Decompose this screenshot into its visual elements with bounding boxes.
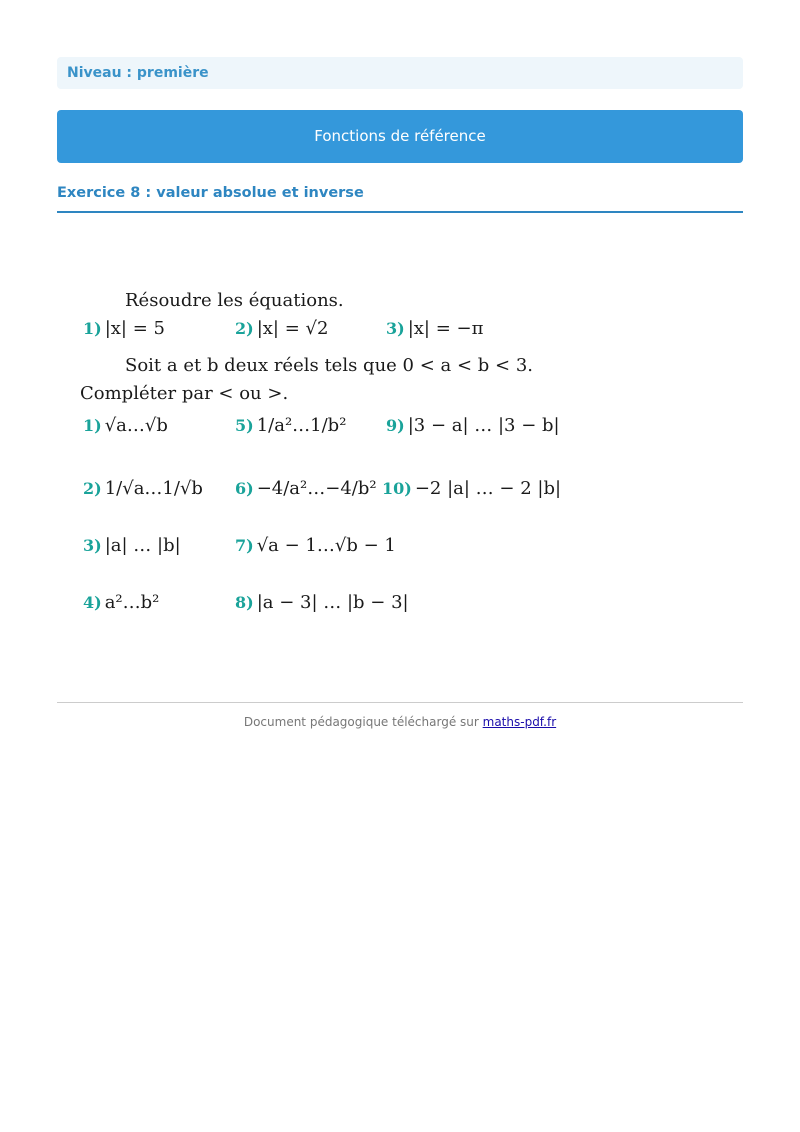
footer bbox=[57, 715, 743, 729]
item-number: 9) bbox=[386, 416, 405, 435]
item-number: 10) bbox=[382, 479, 412, 498]
item-number: 2) bbox=[235, 319, 254, 338]
exercise-title: Exercice 8 : valeur absolue et inverse bbox=[57, 185, 743, 213]
comparison-item bbox=[235, 535, 396, 556]
instruction-solve: Résoudre les équations. bbox=[125, 290, 344, 311]
comparison-expression: |3 − a| … |3 − b| bbox=[407, 415, 560, 436]
item-number: 4) bbox=[83, 593, 102, 612]
equation-expression: |x| = −π bbox=[407, 318, 484, 339]
item-number: 6) bbox=[235, 479, 254, 498]
instruction-complete: Compléter par < ou >. bbox=[80, 383, 289, 404]
comparison-item bbox=[235, 478, 377, 499]
item-number: 7) bbox=[235, 536, 254, 555]
comparison-expression: 1/a²…1/b² bbox=[256, 415, 347, 436]
comparison-expression: √a − 1…√b − 1 bbox=[256, 535, 396, 556]
comparison-item bbox=[83, 592, 159, 613]
comparison-item bbox=[382, 478, 561, 499]
comparison-item bbox=[83, 478, 203, 499]
item-number: 2) bbox=[83, 479, 102, 498]
comparison-expression: −2 |a| … − 2 |b| bbox=[414, 478, 562, 499]
item-number: 5) bbox=[235, 416, 254, 435]
footer-text: Document pédagogique téléchargé sur bbox=[243, 715, 483, 729]
equation-item bbox=[386, 318, 483, 339]
comparison-item bbox=[83, 535, 181, 556]
item-number: 8) bbox=[235, 593, 254, 612]
comparison-item bbox=[235, 415, 346, 436]
page-title: Fonctions de référence bbox=[57, 110, 743, 163]
instruction-hypothesis: Soit a et b deux réels tels que 0 < a < b < 3. bbox=[125, 355, 533, 376]
equation-expression: |x| = 5 bbox=[104, 318, 165, 339]
footer-divider bbox=[57, 702, 743, 703]
comparison-expression: |a| … |b| bbox=[104, 535, 181, 556]
comparison-item bbox=[83, 415, 168, 436]
comparison-expression: |a − 3| … |b − 3| bbox=[256, 592, 409, 613]
equation-item bbox=[83, 318, 165, 339]
item-number: 1) bbox=[83, 319, 102, 338]
comparison-item bbox=[386, 415, 560, 436]
level-label: Niveau : première bbox=[57, 57, 743, 89]
comparison-expression: 1/√a…1/√b bbox=[104, 478, 203, 499]
comparison-expression: √a…√b bbox=[104, 415, 168, 436]
item-number: 3) bbox=[386, 319, 405, 338]
item-number: 1) bbox=[83, 416, 102, 435]
equation-expression: |x| = √2 bbox=[256, 318, 329, 339]
comparison-expression: a²…b² bbox=[104, 592, 160, 613]
comparison-item bbox=[235, 592, 409, 613]
comparison-expression: −4/a²…−4/b² bbox=[256, 478, 377, 499]
footer-link[interactable]: maths-pdf.fr bbox=[482, 715, 557, 729]
equation-item bbox=[235, 318, 328, 339]
exercise-content bbox=[80, 285, 560, 625]
item-number: 3) bbox=[83, 536, 102, 555]
